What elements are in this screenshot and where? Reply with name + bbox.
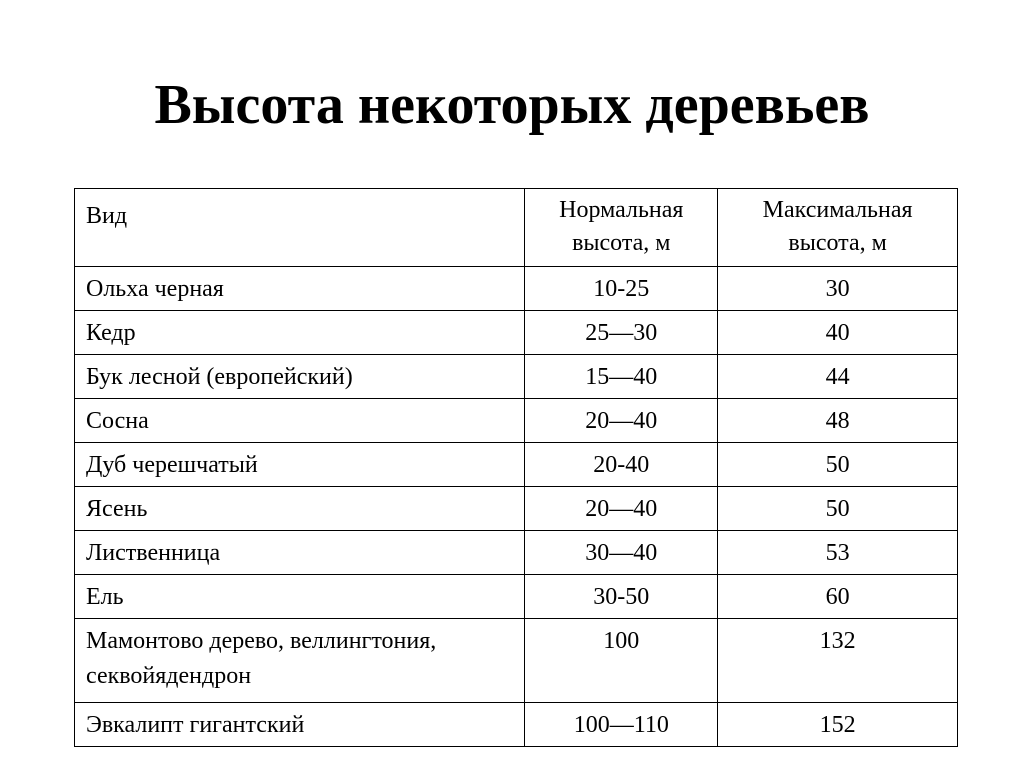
cell-normal-height: 30-50 [525, 575, 718, 619]
cell-normal-height: 10-25 [525, 267, 718, 311]
header-max-height [718, 189, 958, 267]
cell-normal-height: 100 [525, 619, 718, 703]
cell-species: Бук лесной (европейский) [75, 355, 525, 399]
cell-normal-height: 25—30 [525, 311, 718, 355]
table-row [75, 443, 958, 487]
cell-normal-height: 20-40 [525, 443, 718, 487]
cell-species: Ясень [75, 487, 525, 531]
header-normal-line2: высота, м [572, 230, 671, 256]
table-row [75, 267, 958, 311]
cell-species-line1: Мамонтово дерево, веллингтония, [86, 628, 437, 654]
cell-normal-height: 30—40 [525, 531, 718, 575]
cell-species [75, 619, 525, 703]
cell-species: Кедр [75, 311, 525, 355]
header-normal-height [525, 189, 718, 267]
cell-max-height: 50 [718, 487, 958, 531]
table-row [75, 399, 958, 443]
table-row [75, 311, 958, 355]
header-normal-line1: Нормальная [559, 197, 684, 223]
cell-normal-height: 20—40 [525, 487, 718, 531]
cell-max-height: 44 [718, 355, 958, 399]
cell-max-height: 30 [718, 267, 958, 311]
page-title: Высота некоторых деревьев [154, 74, 870, 136]
cell-species-line2: секвойядендрон [86, 663, 252, 689]
cell-max-height: 40 [718, 311, 958, 355]
table-row [75, 531, 958, 575]
table-header-row [75, 189, 958, 267]
cell-species: Лиственница [75, 531, 525, 575]
cell-species: Ольха черная [75, 267, 525, 311]
cell-species: Сосна [75, 399, 525, 443]
cell-max-height: 152 [718, 703, 958, 747]
cell-max-height: 132 [718, 619, 958, 703]
cell-normal-height: 100—110 [525, 703, 718, 747]
tree-heights-table [74, 188, 958, 747]
header-max-line2: высота, м [788, 230, 887, 256]
table-row [75, 487, 958, 531]
header-max-line1: Максимальная [762, 197, 913, 223]
cell-max-height: 53 [718, 531, 958, 575]
cell-species: Эвкалипт гигантский [75, 703, 525, 747]
cell-max-height: 60 [718, 575, 958, 619]
table-row [75, 575, 958, 619]
cell-species: Ель [75, 575, 525, 619]
cell-normal-height: 15—40 [525, 355, 718, 399]
table-row [75, 703, 958, 747]
table-row [75, 619, 958, 703]
table-row [75, 355, 958, 399]
cell-max-height: 48 [718, 399, 958, 443]
cell-normal-height: 20—40 [525, 399, 718, 443]
cell-species: Дуб черешчатый [75, 443, 525, 487]
header-species: Вид [75, 189, 525, 267]
cell-max-height: 50 [718, 443, 958, 487]
